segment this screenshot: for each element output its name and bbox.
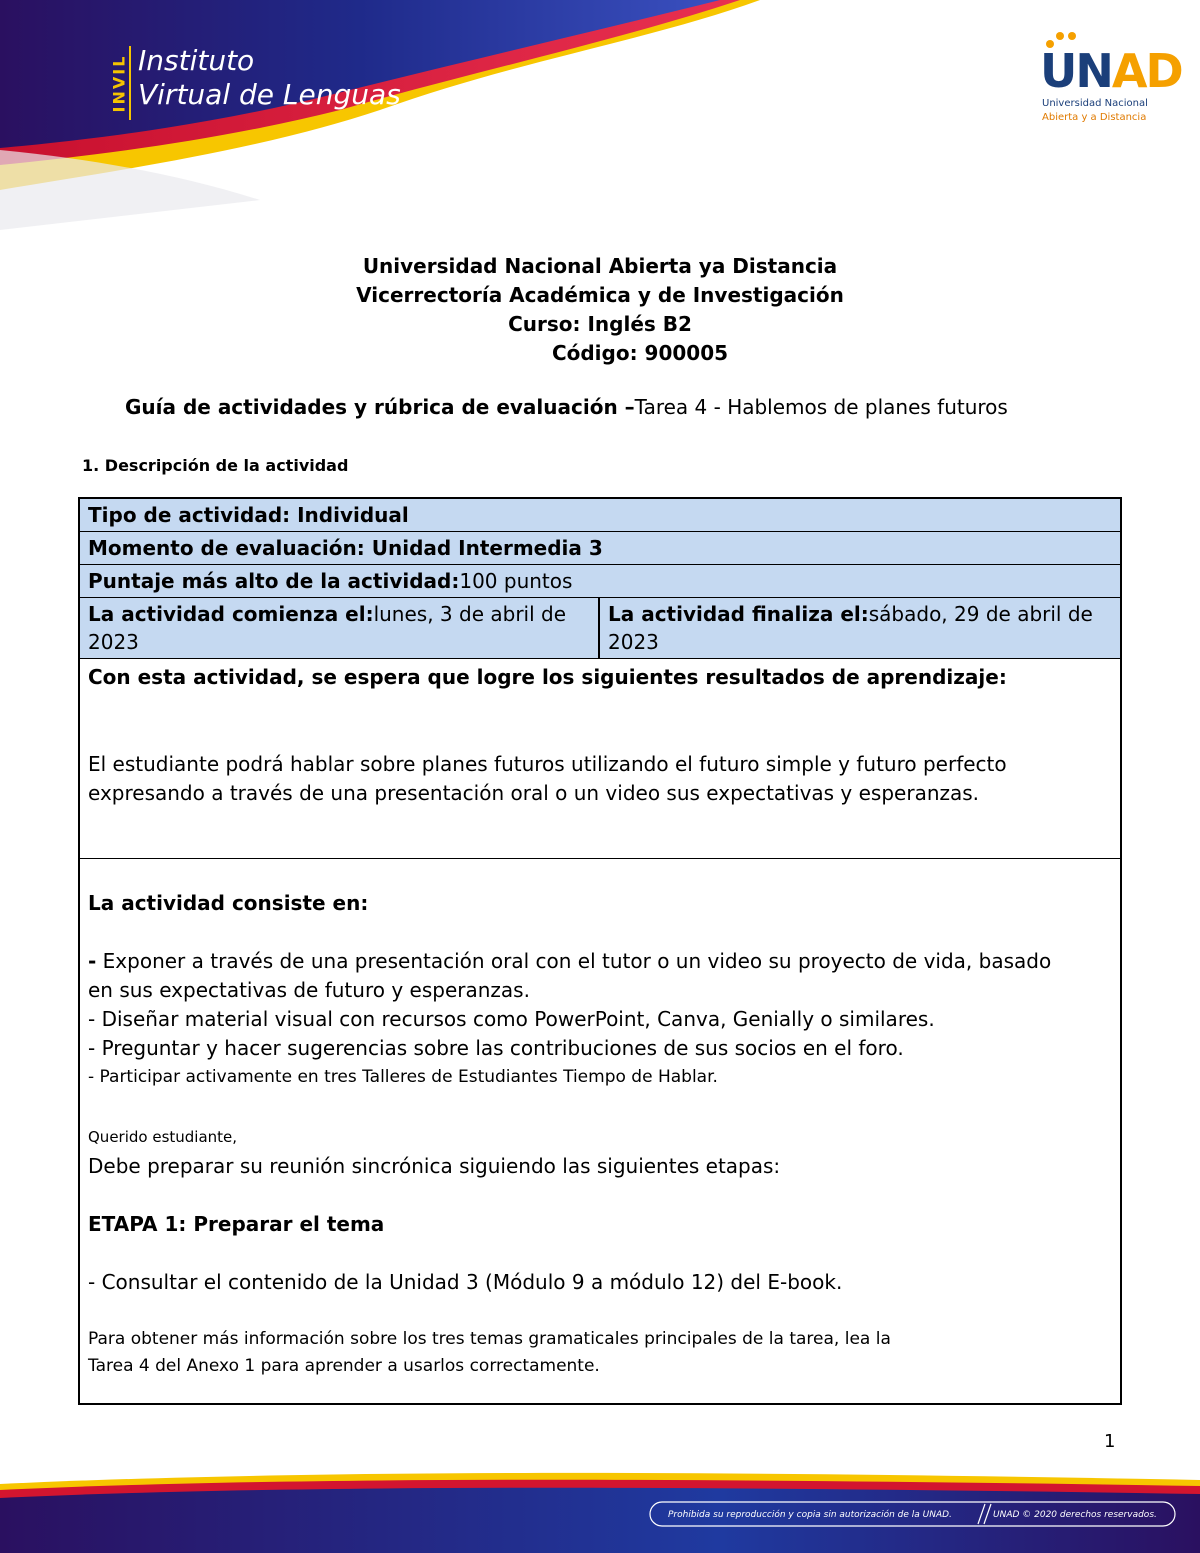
more-info-line-2: Tarea 4 del Anexo 1 para aprender a usarlos correctamente. [88, 1356, 600, 1376]
prepare-text: Debe preparar su reunión sincrónica siguiendo las siguientes etapas: [88, 1154, 781, 1178]
ivl-title-line2: Virtual de Lenguas [138, 78, 401, 111]
document-titles [0, 252, 1200, 368]
row-activity-type: Tipo de actividad: Individual [80, 499, 1120, 532]
list-item-continued: en sus expectativas de futuro y esperanzas. [88, 978, 530, 1002]
activity-table [78, 497, 1122, 1405]
start-date-cell: La actividad comienza el:lunes, 3 de abril de 2023 [80, 598, 600, 658]
consult-text: - Consultar el contenido de la Unidad 3 (Módulo 9 a módulo 12) del E-book. [88, 1270, 843, 1294]
list-item: - Preguntar y hacer sugerencias sobre las contribuciones de sus socios en el foro. [88, 1036, 904, 1060]
outcomes-text-1: El estudiante podrá hablar sobre planes futuros utilizando el futuro simple y futuro perfecto [88, 752, 1007, 776]
unad-subtitle-2: Abierta y a Distancia [1042, 112, 1147, 123]
list-item: - Participar activamente en tres Talleres de Estudiantes Tiempo de Hablar. [88, 1067, 718, 1087]
row-dates [80, 598, 1120, 659]
activity-content [80, 859, 1120, 1403]
ivl-divider [129, 46, 131, 120]
footer-copyright-notice: Prohibida su reproducción y copia sin autorización de la UNAD. [668, 1510, 952, 1520]
outcomes-heading: Con esta actividad, se espera que logre los siguientes resultados de aprendizaje: [88, 665, 1007, 689]
course-title: Curso: Inglés B2 [508, 312, 692, 336]
list-item: - Diseñar material visual con recursos como PowerPoint, Canva, Genially o similares. [88, 1007, 935, 1031]
unad-subtitle-1: Universidad Nacional [1042, 98, 1148, 109]
row-max-score: Puntaje más alto de la actividad:100 puntos [80, 565, 1120, 598]
unad-logo [1040, 30, 1180, 130]
greeting: Querido estudiante, [88, 1128, 238, 1146]
guide-title: Guía de actividades y rúbrica de evaluación –Tarea 4 - Hablemos de planes futuros [125, 395, 1008, 419]
more-info-line-1: Para obtener más información sobre los tres temas gramaticales principales de la tarea, lea la [88, 1329, 891, 1349]
unad-wordmark: UNAD [1040, 44, 1182, 98]
consists-heading: La actividad consiste en: [88, 891, 369, 915]
vicerrectoria-title: Vicerrectoría Académica y de Investigación [356, 283, 844, 307]
university-title: Universidad Nacional Abierta ya Distancia [362, 254, 838, 278]
end-date-cell: La actividad finaliza el:sábado, 29 de abril de 2023 [608, 602, 1093, 654]
outcomes-text-2: expresando a través de una presentación oral o un video sus expectativas y esperanzas. [88, 781, 980, 805]
learning-outcomes [80, 659, 1120, 859]
ivl-logo [100, 40, 430, 130]
stage-1-heading: ETAPA 1: Preparar el tema [88, 1212, 385, 1236]
ivl-vertical-mark: INVIL [109, 54, 129, 113]
list-item: - Exponer a través de una presentación oral con el tutor o un video su proyecto de vida, basado [88, 949, 1052, 973]
row-evaluation-moment: Momento de evaluación: Unidad Intermedia 3 [80, 532, 1120, 565]
ivl-title-line1: Instituto [138, 44, 255, 77]
footer-rights: UNAD © 2020 derechos reservados. [993, 1510, 1157, 1520]
course-code: Código: 900005 [551, 341, 729, 365]
section-heading: 1. Descripción de la actividad [82, 456, 349, 475]
page-number: 1 [1104, 1431, 1116, 1452]
